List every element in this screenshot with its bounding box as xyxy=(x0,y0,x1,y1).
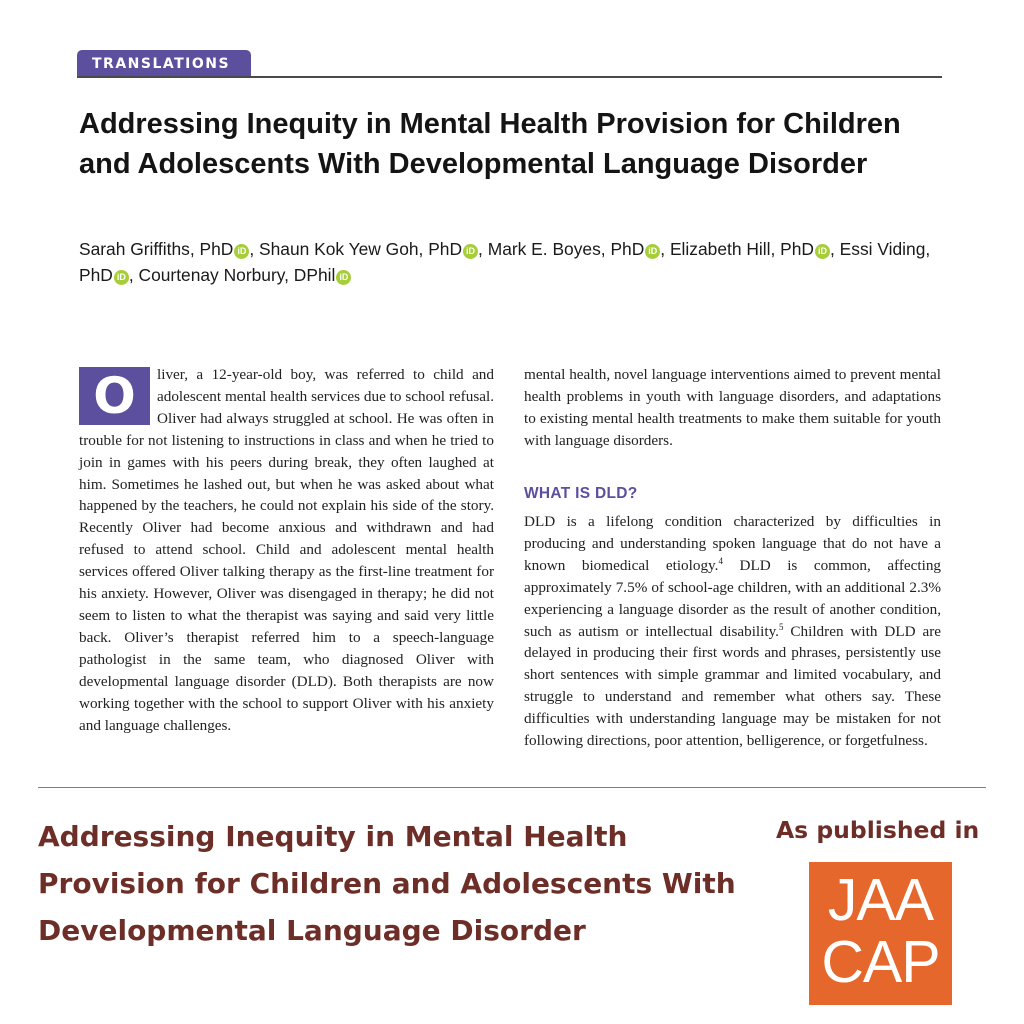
author-name[interactable]: Essi Viding, PhD xyxy=(79,239,931,285)
orcid-icon[interactable]: iD xyxy=(114,270,129,285)
author-name[interactable]: Elizabeth Hill, PhD xyxy=(669,239,814,259)
orcid-icon[interactable]: iD xyxy=(336,270,351,285)
reference-marker[interactable]: 4 xyxy=(718,555,723,566)
author-name[interactable]: Courtenay Norbury, DPhil xyxy=(138,265,336,285)
journal-logo[interactable] xyxy=(809,862,952,1005)
dld-text-1: DLD is a lifelong condition characterized by difficulties in producing and understanding spoken language that do not have a known biomedical etiology. xyxy=(524,513,941,574)
logo-text-top: JAA xyxy=(827,867,934,933)
author-name[interactable]: Sarah Griffiths, PhD xyxy=(79,239,234,259)
published-label: As published in xyxy=(776,816,980,844)
dld-paragraph xyxy=(524,511,941,752)
reference-marker[interactable]: 5 xyxy=(778,621,784,632)
drop-cap-box xyxy=(79,367,150,425)
author-name[interactable]: Shaun Kok Yew Goh, PhD xyxy=(259,239,463,259)
author-list: Sarah Griffiths, PhD iD , Shaun Kok Yew Goh, PhD iD , Mark E. Boyes, PhD iD , Elizabeth Hill, PhD iD , Essi Viding, PhD iD , Courtenay Norbury, DPhil iD xyxy=(79,239,931,285)
footer-divider xyxy=(38,787,986,788)
intro-paragraph: liver, a 12-year-old boy, was referred to child and adolescent mental health services due to school refusal. Oliver had always struggled at school. He was often in trouble for not listening to instructions in class and when he tried to join in games with his peers during break, they often laughed at him. Sometimes he lashed out, but when he was asked about what happened by the teachers, he could not explain his side of the story. Recently Oliver had become anxious and withdrawn and had refused to attend school. Child and adolescent mental health services offered Oliver talking therapy as the first-line treatment for his anxiety. However, Oliver was disengaged in therapy; he did not seem to listen to what the therapist was saying and said very little back. Oliver’s therapist referred him to a speech-language pathologist in the same team, who diagnosed Oliver with developmental language disorder (DLD). Both therapists are now working together with the school to support Oliver with his anxiety and language challenges. xyxy=(79,366,494,734)
footer-title: Addressing Inequity in Mental Health Provision for Children and Adolescents With Developmental Language Disorder xyxy=(38,820,736,947)
logo-text-bottom: CAP xyxy=(821,929,940,995)
header-rule xyxy=(77,76,942,78)
section-label: TRANSLATIONS xyxy=(77,50,251,77)
continued-paragraph: mental health, novel language interventions aimed to prevent mental health problems in youth with language disorders, and adaptations to existing mental health treatments to make them suitable for youth with language disorders. xyxy=(524,366,941,449)
article-title: Addressing Inequity in Mental Health Provision for Children and Adolescents With Developmental Language Disorder xyxy=(79,108,901,180)
orcid-icon[interactable]: iD xyxy=(234,244,249,259)
drop-cap-letter: O xyxy=(93,367,136,425)
orcid-icon[interactable]: iD xyxy=(463,244,478,259)
dld-text-2: DLD is common, affecting approximately 7.5% of school-age children, with an additional 2.3% experiencing a language disorder as the result of another condition, such as autism or intellectual disability. xyxy=(524,556,942,640)
intro-column xyxy=(79,364,494,736)
dld-text-3: Children with DLD are delayed in producing their first words and phrases, persistently use short sentences with simple grammar and limited vocabulary, and struggle to understand and remember what others say. These difficulties with understanding language may be mistaken for not following directions, poor attention, belligerence, or forgetfulness. xyxy=(524,622,942,750)
orcid-icon[interactable]: iD xyxy=(645,244,660,259)
author-name[interactable]: Mark E. Boyes, PhD xyxy=(487,239,645,259)
section-heading: WHAT IS DLD? xyxy=(524,485,638,502)
orcid-icon[interactable]: iD xyxy=(815,244,830,259)
